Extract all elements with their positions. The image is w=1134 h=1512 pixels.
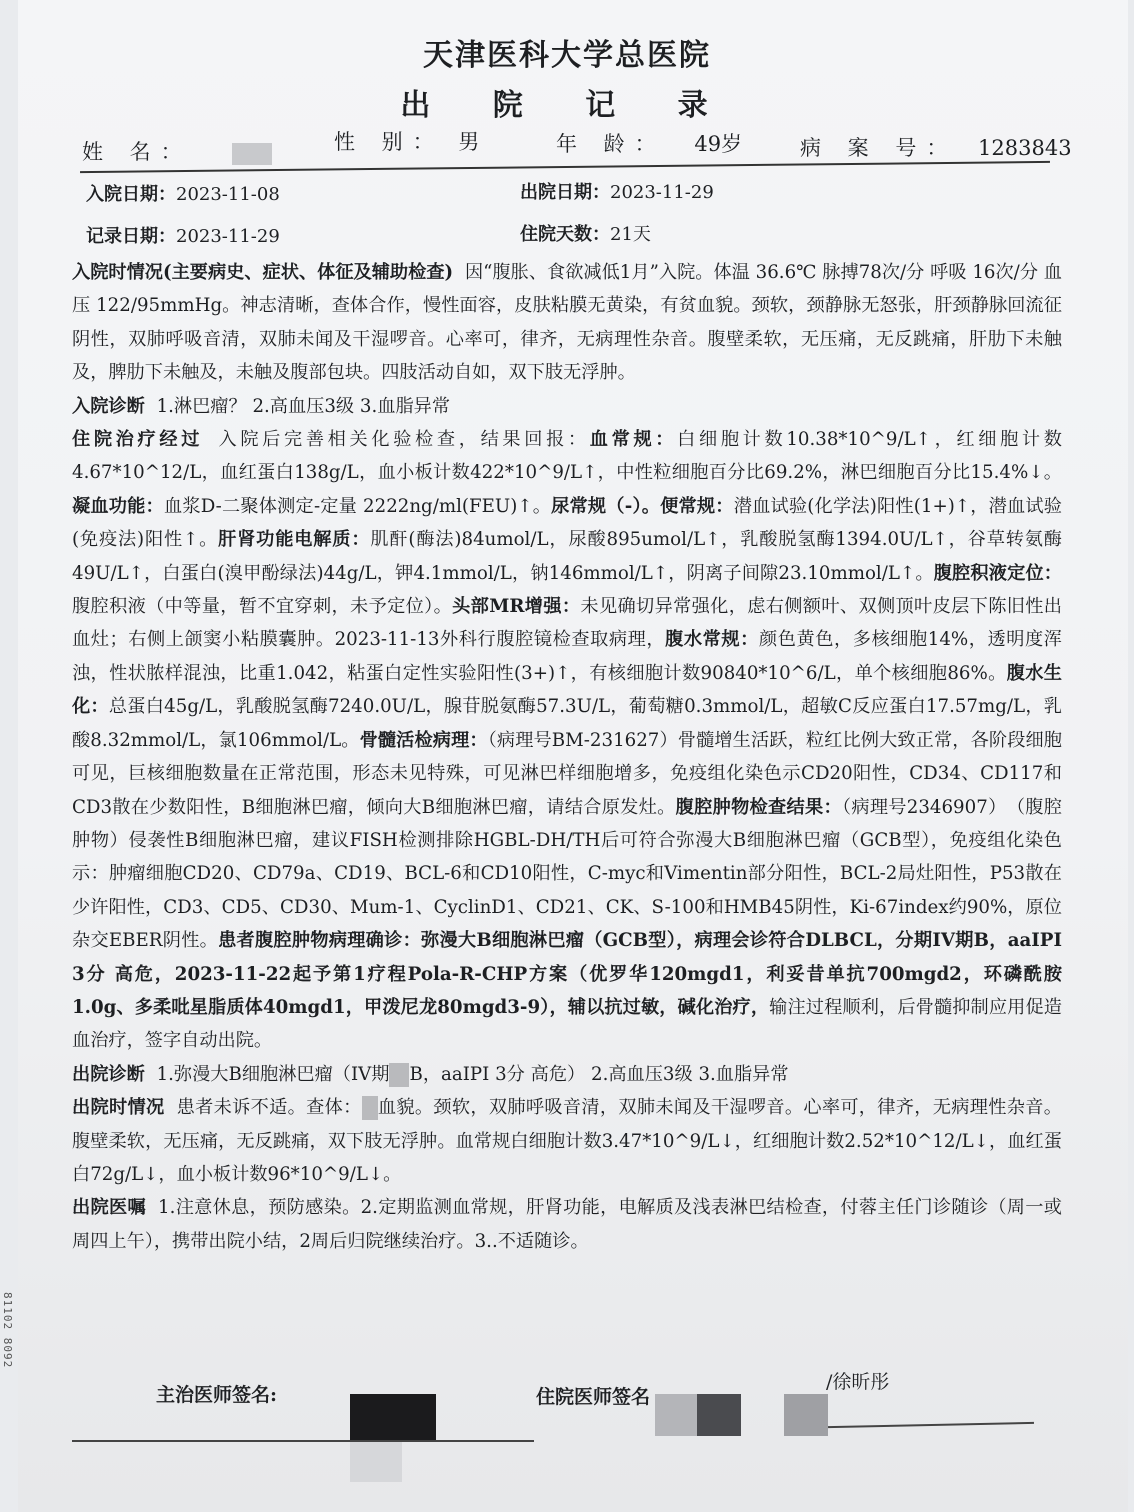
- redacted-signature: [697, 1394, 741, 1436]
- record-field: [800, 132, 1072, 162]
- ascites-location-label: 腹腔积液定位：: [933, 562, 1062, 584]
- discharge-state-label: 出院时情况: [72, 1097, 165, 1119]
- ascites-routine-text: 颜色黄色，多核细胞14%，透明度浑浊，性状脓样混浊，比重1.042，粘蛋白定性实验阳性(3+)↑，有核细胞计数90840*10^6/L，单个核细胞86%。: [72, 629, 1062, 684]
- name-label: 姓 名：: [82, 140, 192, 164]
- redacted-signature: [350, 1442, 402, 1482]
- course-text: 入院后完善相关化验检查，结果回报：: [218, 429, 590, 451]
- redacted-signature: [784, 1394, 828, 1436]
- abdominal-mass-text: （病理号2346907） （腹腔肿物）侵袭性B细胞淋巴瘤，建议FISH检测排除HGBL-DH/TH后可符合弥漫大B细胞淋巴瘤（GCB型），免疫组化染色示：肿瘤细胞CD20、CD79a、CD19、BCL-6和CD10阳性，C-myc和Vimentin部分阳性，BCL-2局灶阳性，P53散在少许阳性，CD3、CD5、CD30、Mum-1、CyclinD1、CD21、CK、S-100和HMB45阴性，Ki-67index约90%，原位杂交EBER阴性。: [72, 796, 1062, 952]
- redaction-mark: [389, 1063, 409, 1087]
- coagulation-text: 血浆D-二聚体测定-定量 2222ng/ml(FEU)↑。: [163, 495, 552, 517]
- liver-kidney-text: 肌酐(酶法)84umol/L，尿酸895umol/L↑，乳酸脱氢酶1394.0U/L↑，谷草转氨酶49U/L↑，白蛋白(溴甲酚绿法)44g/L，钾4.1mmol/L，钠146mmol/L↑，阴离子间隙23.10mmol/L↑。: [72, 529, 1062, 584]
- discharge-date: 2023-11-29: [610, 182, 714, 203]
- hospital-name: 天津医科大学总医院: [423, 38, 711, 73]
- discharge-diagnosis-label: 出院诊断: [72, 1063, 145, 1085]
- admission-section: [72, 256, 1062, 390]
- admission-label: 入院时情况(主要病史、症状、体征及辅助检查): [72, 262, 454, 283]
- name-field: [82, 136, 272, 166]
- discharge-orders-section: [72, 1191, 1062, 1258]
- age-value: 49岁: [694, 132, 743, 156]
- discharge-date-label: 出院日期：: [520, 182, 610, 203]
- ascites-routine-label: 腹水常规：: [665, 629, 759, 651]
- liver-kidney-label: 肝肾功能电解质：: [218, 529, 371, 551]
- admit-date: 2023-11-08: [176, 184, 280, 205]
- attending-signature-label: 主治医师签名:: [156, 1384, 278, 1406]
- gender-label: 性 别：: [334, 130, 444, 154]
- discharge-diagnosis-text-a: 1.弥漫大B细胞淋巴瘤（IV期: [156, 1063, 390, 1085]
- record-number: 1283843: [978, 136, 1072, 160]
- resident-signature-label: 住院医师签名: [536, 1386, 651, 1408]
- admit-diagnosis-label: 入院诊断: [72, 395, 145, 417]
- record-date-label: 记录日期：: [86, 226, 176, 247]
- discharge-date-row: [520, 178, 714, 204]
- stay-days-label: 住院天数：: [520, 224, 610, 245]
- course-section: [72, 423, 1062, 1058]
- stay-days-row: [520, 220, 651, 246]
- discharge-diagnosis-section: [72, 1058, 1062, 1091]
- gender-value: 男: [458, 130, 480, 154]
- head-mr-label: 头部MR增强：: [452, 596, 581, 618]
- signature-rule-left: [72, 1440, 534, 1442]
- document-title: 出 院 记 录: [400, 88, 734, 123]
- stool-label: 便常规：: [660, 495, 734, 517]
- discharge-state-text-b: 血貌。颈软，双肺呼吸音清，双肺未闻及干湿啰音。心率可，律齐，无病理性杂音。腹壁柔软，无压痛，无反跳痛，双下肢无浮肿。血常规白细胞计数3.47*10^9/L↓，红细胞计数2.52*10^12/L↓，血红蛋白72g/L↓，血小板计数96*10^9/L↓。: [72, 1097, 1062, 1185]
- stay-days: 21天: [610, 224, 651, 245]
- final-diagnosis-text: 患者腹腔肿物病理确诊：弥漫大B细胞淋巴瘤（GCB型），病理会诊符合DLBCL，分期IV期B，aaIPI 3分 高危，2023-11-22起予第1疗程Pola-R-CHP方案（优罗华120mgd1，利妥昔单抗700mgd2，环磷酰胺1.0g、多柔吡星脂质体40mgd1，甲泼尼龙80mgd3-9），辅以抗过敏，碱化治疗，: [72, 930, 1062, 1018]
- admission-text: 因“腹胀、食欲减低1月”入院。体温 36.6℃ 脉搏78次/分 呼吸 16次/分 血压 122/95mmHg。神志清晰，查体合作，慢性面容，皮肤粘膜无黄染，有贫血貌。颈软，颈静脉无怒张，肝颈静脉回流征阴性，双肺呼吸音清，双肺未闻及干湿啰音。心率可，律齐，无病理性杂音。腹壁柔软，无压痛，无反跳痛，肝肋下未触及，脾肋下未触及，未触及腹部包块。四肢活动自如，双下肢无浮肿。: [72, 262, 1062, 384]
- bone-marrow-text: （病理号BM-231627）骨髓增生活跃，粒红比例大致正常，各阶段细胞可见，巨核细胞数量在正常范围，形态未见特殊，可见淋巴样细胞增多，免疫组化染色示CD20阳性，CD34、CD117和CD3散在少数阳性，B细胞淋巴瘤，倾向大B细胞淋巴瘤，请结合原发灶。: [72, 729, 1062, 818]
- urine-label: 尿常规（-）。: [551, 495, 661, 517]
- admit-diagnosis-text: 1.淋巴瘤？ 2.高血压3级 3.血脂异常: [156, 395, 451, 417]
- course-ending-text: 输注过程顺利，后骨髓抑制应用促造血治疗，签字自动出院。: [72, 996, 1062, 1052]
- course-label: 住院治疗经过: [72, 429, 204, 451]
- age-field: [556, 128, 742, 158]
- bone-marrow-label: 骨髓活检病理：: [359, 729, 488, 751]
- admit-date-label: 入院日期：: [86, 184, 176, 205]
- record-date: 2023-11-29: [176, 226, 280, 247]
- redacted-name: [232, 143, 272, 165]
- discharge-state-section: [72, 1091, 1062, 1191]
- discharge-orders-label: 出院医嘱: [72, 1197, 146, 1219]
- ascites-location-text: 腹腔积液（中等量，暂不宜穿刺，未予定位）。: [72, 596, 453, 618]
- gender-field: [334, 126, 479, 156]
- redacted-signature: [350, 1394, 436, 1440]
- record-body: [72, 256, 1062, 1258]
- record-label: 病 案 号：: [800, 136, 958, 160]
- resident-name: /徐昕彤: [826, 1371, 890, 1393]
- head-mr-text: 未见确切异常强化，虑右侧额叶、双侧顶叶皮层下陈旧性出血灶；右侧上颌窦小粘膜囊肿。2023-11-13外科行腹腔镜检查取病理，: [72, 596, 1062, 651]
- discharge-state-text-a: 患者未诉不适。查体：: [176, 1097, 362, 1119]
- age-label: 年 龄：: [556, 132, 666, 156]
- ascites-biochem-text: 总蛋白45g/L，乳酸脱氢酶7240.0U/L，腺苷脱氨酶57.3U/L，葡萄糖0.3mmol/L，超敏C反应蛋白17.57mg/L，乳酸8.32mmol/L，氯106mmol/L。: [72, 696, 1062, 751]
- admit-date-row: [86, 180, 280, 206]
- blood-routine-label: 血常规：: [589, 429, 678, 451]
- stool-text: 潜血试验(化学法)阳性(1+)↑，潜血试验(免疫法)阳性↑。: [72, 495, 1062, 551]
- admit-diagnosis-section: [72, 390, 1062, 423]
- coagulation-label: 凝血功能：: [72, 495, 164, 517]
- edge-code: 81102 8092: [1, 1292, 14, 1369]
- redacted-signature: [655, 1394, 697, 1436]
- discharge-diagnosis-text-b: B，aaIPI 3分 高危） 2.高血压3级 3.血脂异常: [409, 1063, 789, 1085]
- blood-routine-text: 白细胞计数10.38*10^9/L↑，红细胞计数4.67*10^12/L，血红蛋白138g/L，血小板计数422*10^9/L↑，中性粒细胞百分比69.2%，淋巴细胞百分比15.4%↓。: [72, 429, 1062, 484]
- redaction-mark: [362, 1096, 378, 1120]
- record-date-row: [86, 222, 280, 248]
- ascites-biochem-label: 腹水生化：: [72, 662, 1062, 718]
- abdominal-mass-label: 腹腔肿物检查结果：: [675, 796, 842, 818]
- discharge-orders-text: 1.注意休息，预防感染。2.定期监测血常规，肝肾功能，电解质及浅表淋巴结检查，付蓉主任门诊随诊（周一或周四上午），携带出院小结，2周后归院继续治疗。3..不适随诊。: [72, 1197, 1062, 1252]
